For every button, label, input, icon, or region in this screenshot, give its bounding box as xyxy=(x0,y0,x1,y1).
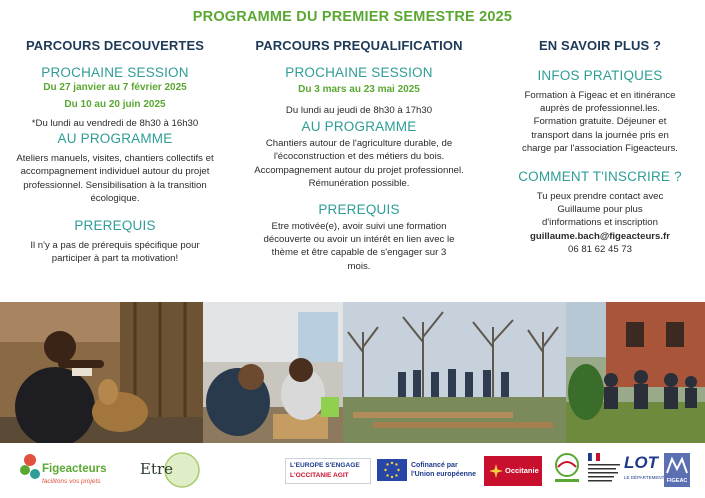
col3-heading: EN SAVOIR PLUS ? xyxy=(539,38,661,53)
col3-info-label: INFOS PRATIQUES xyxy=(537,68,663,83)
col2-prereq-text: Etre motivée(e), avoir suivi une formation découverte ou avoir un intérêt en lien avec le thème et être capable de s'engager sur 3 mois. xyxy=(263,221,455,272)
eu-logo xyxy=(377,456,477,486)
partner-logos xyxy=(0,443,705,498)
figeacteurs-tagline: facilitons vos projets xyxy=(42,478,101,485)
europe-line-2: L'OCCITANIE AGIT xyxy=(290,472,349,479)
photo-group-outdoor xyxy=(343,302,566,443)
eu-flag-icon xyxy=(377,459,407,481)
col1-program-label: AU PROGRAMME xyxy=(57,131,173,147)
lot-logo xyxy=(624,453,665,487)
ministere-logo xyxy=(588,453,622,487)
etre-logo xyxy=(138,448,202,492)
region-occitanie-logo xyxy=(484,456,542,486)
figeacteurs-logo xyxy=(18,450,118,490)
col1-prereq-text: Il n'y a pas de prérequis spécifique pour participer à part ta motivation! xyxy=(30,240,200,265)
europe-occitanie-logo xyxy=(285,458,371,484)
col3-info-text: Formation à Figeac et en itinérance auprès de professionnel.les. Formation gratuite. Déjeuner et transport dans la journée pris en charge par l'association Figeacteurs. xyxy=(522,90,678,154)
lot-subtitle: LE DÉPARTEMENT xyxy=(624,475,665,480)
col2-heading: PARCOURS PREQUALIFICATION xyxy=(255,38,463,53)
col3-signup-label: COMMENT T'INSCRIRE ? xyxy=(518,169,682,185)
col2-session-label: PROCHAINE SESSION xyxy=(285,65,433,80)
col2-schedule: Du lundi au jeudi de 8h30 à 17h30 xyxy=(285,105,433,116)
occitan-cross-icon xyxy=(488,463,504,479)
figeac-logo xyxy=(664,453,690,487)
col1-date-1: Du 27 janvier au 7 février 2025 xyxy=(43,82,187,93)
contact-phone[interactable]: 06 81 62 45 73 xyxy=(567,243,633,255)
photo-workshop xyxy=(203,302,343,443)
region-name: Occitanie xyxy=(505,466,539,475)
col1-prereq-label: PREREQUIS xyxy=(74,218,156,234)
figeacteurs-name: Figeacteurs xyxy=(42,463,107,475)
eu-cofund-text: Cofinancé par l'Union européenne xyxy=(411,462,477,478)
etre-name: Etre xyxy=(140,460,174,478)
col3-signup-text: Tu peux prendre contact avec Guillaume pour plus d'informations et inscription xyxy=(536,191,664,229)
agriculture-logo xyxy=(552,452,582,486)
column-prequalification xyxy=(243,38,475,273)
col2-program-text: Chantiers autour de l'agriculture durable, de l'écoconstruction et des métiers du bois. Accompagnement autour du projet professionnel. Rémunération possible. xyxy=(254,138,464,189)
figeac-emblem-icon xyxy=(664,453,690,477)
photo-strip xyxy=(0,302,705,443)
contact-email[interactable]: guillaume.bach@figeacteurs.fr xyxy=(530,230,670,242)
col2-prereq-label: PREREQUIS xyxy=(318,202,400,218)
photo-goat-feeding xyxy=(0,302,203,443)
photo-sitting-group xyxy=(566,302,705,443)
lot-name: LOT xyxy=(624,453,658,472)
col1-schedule: *Du lundi au vendredi de 8h30 à 16h30 xyxy=(31,118,199,129)
col2-program-label: AU PROGRAMME xyxy=(301,119,417,135)
col1-program-text: Ateliers manuels, visites, chantiers collectifs et accompagnement individuel autour du projet professionnel. Sensibilisation à la transition écologique. xyxy=(16,153,214,204)
col2-date-1: Du 3 mars au 23 mai 2025 xyxy=(298,84,420,95)
column-decouvertes xyxy=(0,38,230,265)
col1-session-label: PROCHAINE SESSION xyxy=(41,65,189,80)
figeac-name: FIGEAC xyxy=(666,478,688,484)
col1-date-2: Du 10 au 20 juin 2025 xyxy=(64,99,166,110)
page-title: PROGRAMME DU PREMIER SEMESTRE 2025 xyxy=(192,9,513,25)
column-en-savoir-plus xyxy=(496,38,704,256)
europe-line-1: L'EUROPE S'ENGAGE xyxy=(290,462,360,469)
col1-heading: PARCOURS DECOUVERTES xyxy=(25,38,204,53)
